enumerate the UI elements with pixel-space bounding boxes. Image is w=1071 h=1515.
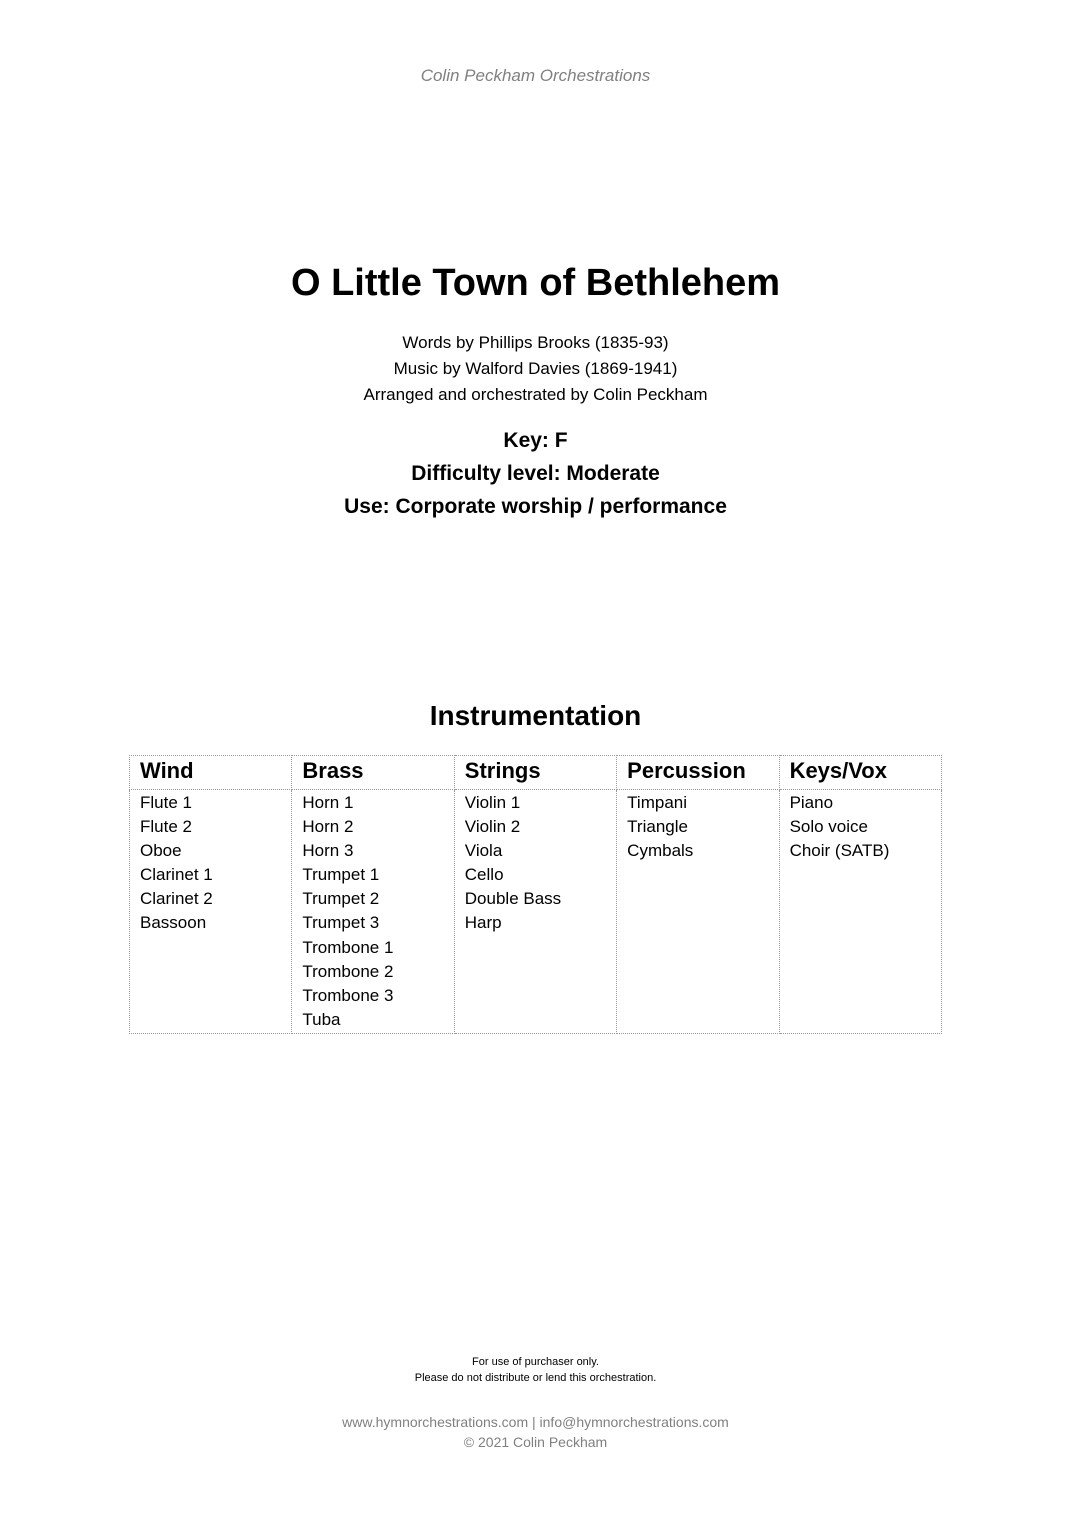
instrument-item: Horn 2 <box>302 817 354 837</box>
instrument-item: Clarinet 1 <box>140 865 213 885</box>
credits <box>0 330 1071 408</box>
instrument-list-wind <box>130 790 292 1034</box>
contact-line: www.hymnorchestrations.com | info@hymnorchestrations.com <box>342 1414 729 1430</box>
instrument-item: Trumpet 2 <box>302 889 380 909</box>
instrument-item: Piano <box>789 793 834 812</box>
meta-difficulty: Difficulty level: Moderate <box>411 462 660 485</box>
instrument-item: Horn 3 <box>302 841 354 861</box>
instrumentation-table <box>129 755 942 1034</box>
usage-line-1: For use of purchaser only. <box>472 1356 599 1368</box>
instrument-item: Solo voice <box>789 817 868 837</box>
usage-line-2: Please do not distribute or lend this orchestration. <box>414 1372 657 1384</box>
instrument-list-percussion <box>617 790 779 1034</box>
instrument-item: Double Bass <box>464 889 562 909</box>
instrument-item: Clarinet 2 <box>140 889 213 909</box>
instrument-list-keys-vox <box>779 790 941 1034</box>
instrument-item: Harp <box>464 913 502 933</box>
usage-note <box>0 1354 1071 1386</box>
instrument-item: Tuba <box>302 1009 341 1029</box>
credit-music: Music by Walford Davies (1869-1941) <box>393 359 678 378</box>
instrument-item: Horn 1 <box>302 793 354 812</box>
instrument-list-brass <box>292 790 454 1034</box>
table-row <box>130 790 942 1034</box>
instrument-item: Trombone 3 <box>302 985 394 1005</box>
instrument-item: Trumpet 1 <box>302 865 380 885</box>
instrument-item: Oboe <box>140 841 182 861</box>
meta-use: Use: Corporate worship / performance <box>344 495 727 518</box>
instrument-item: Cello <box>464 865 504 885</box>
instrument-item: Violin 1 <box>464 793 521 812</box>
page-title: O Little Town of Bethlehem <box>290 262 781 304</box>
contact-info <box>0 1412 1071 1452</box>
copyright-line: © 2021 Colin Peckham <box>463 1434 608 1450</box>
credit-arranged: Arranged and orchestrated by Colin Peckham <box>363 385 708 404</box>
table-header-row <box>130 756 942 790</box>
instrumentation-title: Instrumentation <box>429 700 642 731</box>
column-header: Brass <box>292 756 454 790</box>
instrument-item: Trumpet 3 <box>302 913 380 933</box>
meta-info <box>0 424 1071 523</box>
instrument-item: Flute 1 <box>140 793 192 812</box>
instrument-item: Flute 2 <box>140 817 192 837</box>
instrument-list-strings <box>454 790 616 1034</box>
instrument-item: Viola <box>464 841 503 861</box>
instrument-item: Trombone 1 <box>302 937 394 957</box>
column-header: Percussion <box>617 756 779 790</box>
instrument-item: Cymbals <box>627 841 694 861</box>
column-header: Keys/Vox <box>779 756 941 790</box>
instrument-item: Triangle <box>627 817 688 837</box>
column-header: Strings <box>454 756 616 790</box>
instrument-item: Bassoon <box>140 913 207 933</box>
instrument-item: Choir (SATB) <box>789 841 890 861</box>
header-note: Colin Peckham Orchestrations <box>420 66 651 85</box>
credit-words: Words by Phillips Brooks (1835-93) <box>402 333 669 352</box>
column-header: Wind <box>130 756 292 790</box>
instrument-item: Trombone 2 <box>302 961 394 981</box>
meta-key: Key: F <box>503 429 568 452</box>
instrument-item: Violin 2 <box>464 817 521 837</box>
instrument-item: Timpani <box>627 793 688 812</box>
